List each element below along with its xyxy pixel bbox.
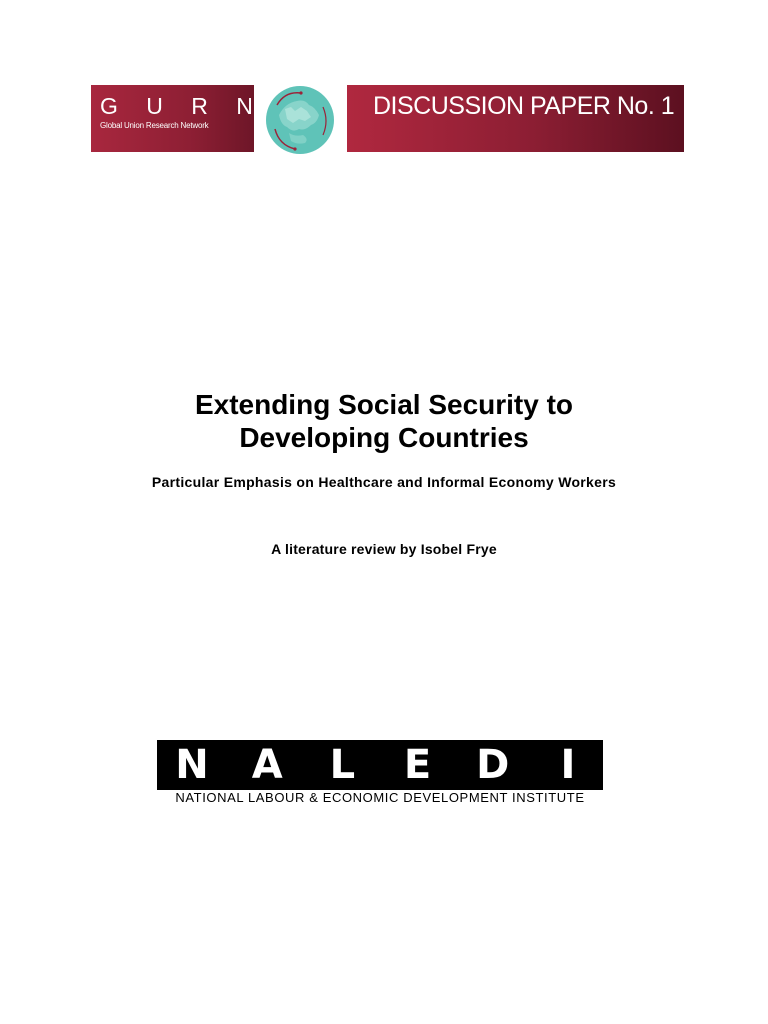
title-line-2: Developing Countries	[239, 422, 529, 453]
naledi-logo	[157, 740, 603, 790]
document-subtitle: Particular Emphasis on Healthcare and Informal Economy Workers	[151, 474, 617, 490]
naledi-letter: N	[175, 742, 209, 788]
discussion-paper-label: DISCUSSION PAPER No. 1	[373, 92, 675, 120]
author-byline: A literature review by Isobel Frye	[271, 541, 497, 557]
naledi-letter: I	[560, 742, 576, 788]
title-line-1: Extending Social Security to	[194, 389, 574, 420]
discussion-paper-banner	[347, 85, 684, 152]
naledi-full-name: NATIONAL LABOUR & ECONOMIC DEVELOPMENT INSTITUTE	[175, 790, 585, 805]
naledi-letters	[157, 740, 603, 790]
gurn-logo-box	[91, 85, 264, 152]
document-title	[0, 388, 768, 454]
naledi-letter: D	[476, 742, 510, 788]
gurn-letters: G U R N	[100, 93, 264, 119]
naledi-letter: A	[251, 742, 283, 788]
naledi-letter: E	[403, 742, 432, 788]
naledi-letter: L	[329, 742, 356, 788]
gurn-subtitle: Global Union Research Network	[100, 121, 209, 130]
globe-icon	[265, 85, 335, 155]
